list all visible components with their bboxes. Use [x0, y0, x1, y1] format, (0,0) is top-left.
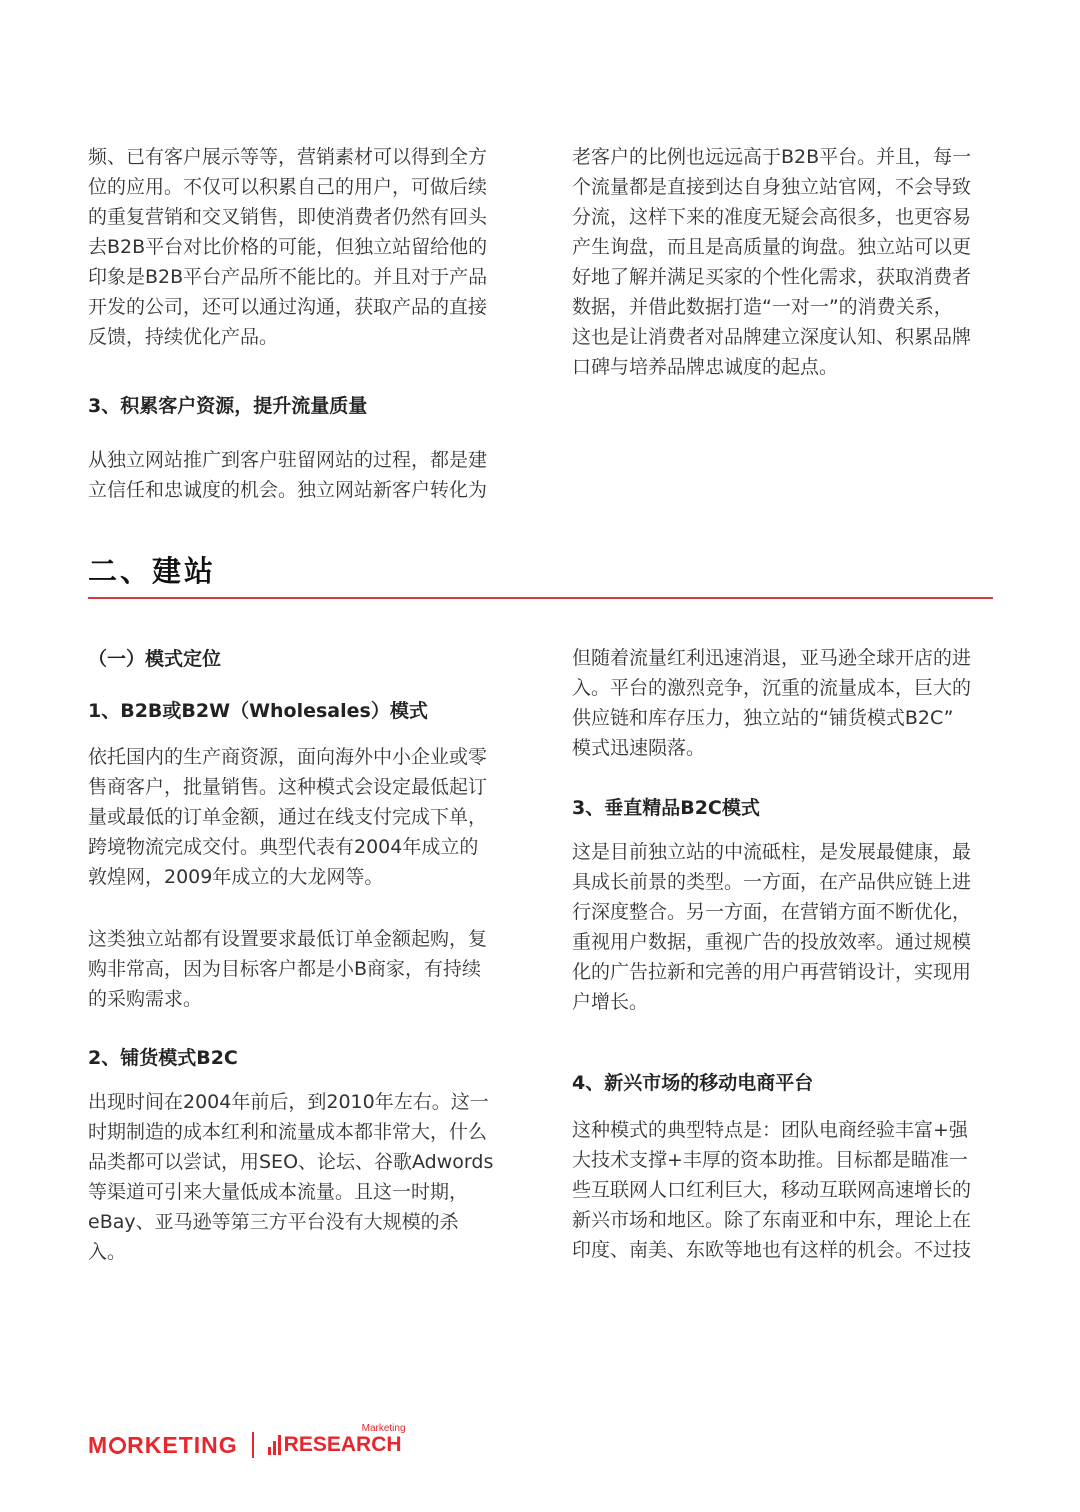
text-line: 位的应用。不仅可以积累自己的用户，可做后续 — [88, 176, 488, 198]
text-line: 数据，并借此数据打造“一对一”的消费关系， — [572, 296, 953, 318]
heading-mobile-platform: 4、新兴市场的移动电商平台 — [572, 1072, 814, 1094]
text-line: 等渠道可引来大量低成本流量。且这一时期， — [88, 1181, 469, 1203]
text-line: 分流，这样下来的准度无疑会高很多，也更容易 — [572, 206, 972, 228]
text-line: 这也是让消费者对品牌建立深度认知、积累品牌 — [572, 326, 972, 348]
text-line: 模式迅速陨落。 — [572, 737, 706, 759]
section-divider — [88, 597, 993, 599]
paragraph-b2b-2 — [88, 924, 487, 1014]
text-line: 印象是B2B平台产品所不能比的。并且对于产品 — [88, 266, 488, 288]
paragraph-mobile-platform — [572, 1115, 971, 1265]
text-line: 从独立网站推广到客户驻留网站的过程，都是建 — [88, 449, 488, 471]
heading-b2c-spread: 2、铺货模式B2C — [88, 1047, 238, 1069]
text-line: 出现时间在2004年前后，到2010年左右。这一 — [88, 1091, 489, 1113]
footer-logos — [88, 1423, 406, 1462]
text-line: 这类独立站都有设置要求最低订单金额起购，复 — [88, 928, 488, 950]
paragraph-vertical-b2c — [572, 837, 971, 1017]
top-right-paragraph — [572, 142, 971, 382]
text-line: 行深度整合。另一方面，在营销方面不断优化， — [572, 901, 972, 923]
text-line: 老客户的比例也远远高于B2B平台。并且，每一 — [572, 146, 972, 168]
text-line: 的重复营销和交叉销售，即使消费者仍然有回头 — [88, 206, 488, 228]
text-line: 供应链和库存压力，独立站的“铺货模式B2C” — [572, 707, 954, 729]
text-line: 这种模式的典型特点是：团队电商经验丰富+强 — [572, 1119, 968, 1141]
research-logo — [268, 1423, 406, 1456]
heading-b2b-model: 1、B2B或B2W（Wholesales）模式 — [88, 700, 428, 722]
top-left-paragraph — [88, 142, 487, 352]
marketing-logo — [88, 1432, 238, 1459]
text-line: 产生询盘，而且是高质量的询盘。独立站可以更 — [572, 236, 972, 258]
text-line: 量或最低的订单金额，通过在线支付完成下单， — [88, 806, 488, 828]
text-line: 好地了解并满足买家的个性化需求，获取消费者 — [572, 266, 972, 288]
text-line: 大技术支撑+丰厚的资本助推。目标都是瞄准一 — [572, 1149, 968, 1171]
research-word: RESEARCH — [283, 1433, 402, 1456]
text-line: 个流量都是直接到达自身独立站官网，不会导致 — [572, 176, 972, 198]
text-line: 些互联网人口红利巨大，移动互联网高速增长的 — [572, 1179, 972, 1201]
section-title: 二、建站 — [88, 554, 217, 588]
logo-rketing: RKETING — [127, 1431, 238, 1458]
heading-vertical-b2c: 3、垂直精品B2C模式 — [572, 797, 760, 819]
text-line: 户增长。 — [572, 991, 649, 1013]
text-line: 这是目前独立站的中流砥柱，是发展最健康，最 — [572, 841, 972, 863]
text-line: 立信任和忠诚度的机会。独立网站新客户转化为 — [88, 479, 488, 501]
text-line: 反馈，持续优化产品。 — [88, 326, 279, 348]
text-line: 化的广告拉新和完善的用户再营销设计，实现用 — [572, 961, 972, 983]
text-line: 去B2B平台对比价格的可能，但独立站留给他的 — [88, 236, 488, 258]
text-line: 跨境物流完成交付。典型代表有2004年成立的 — [88, 836, 479, 858]
logo-o-ring-icon — [109, 1437, 126, 1454]
text-line: 入。平台的激烈竞争，沉重的流量成本，巨大的 — [572, 677, 972, 699]
text-line: 频、已有客户展示等等，营销素材可以得到全方 — [88, 146, 488, 168]
text-line: 入。 — [88, 1241, 127, 1263]
paragraph-b2b — [88, 742, 487, 892]
heading-accumulate-customers: 3、积累客户资源，提升流量质量 — [88, 395, 368, 417]
text-line: 售商客户，批量销售。这种模式会设定最低起订 — [88, 776, 488, 798]
paragraph-b2c-spread — [88, 1087, 493, 1267]
text-line: 时期制造的成本红利和流量成本都非常大，什么 — [88, 1121, 488, 1143]
text-line: 开发的公司，还可以通过沟通，获取产品的直接 — [88, 296, 488, 318]
text-line: eBay、亚马逊等第三方平台没有大规模的杀 — [88, 1211, 459, 1233]
logo-separator — [252, 1432, 254, 1458]
paragraph-b2c-decline — [572, 643, 971, 763]
text-line: 印度、南美、东欧等地也有这样的机会。不过技 — [572, 1239, 972, 1261]
logo-letter-m: M — [88, 1431, 109, 1458]
top-left-paragraph-2 — [88, 445, 487, 505]
text-line: 的采购需求。 — [88, 988, 203, 1010]
text-line: 依托国内的生产商资源，面向海外中小企业或零 — [88, 746, 488, 768]
text-line: 购非常高，因为目标客户都是小B商家，有持续 — [88, 958, 482, 980]
text-line: 新兴市场和地区。除了东南亚和中东，理论上在 — [572, 1209, 972, 1231]
research-superscript: Marketing — [361, 1423, 406, 1434]
text-line: 敦煌网，2009年成立的大龙网等。 — [88, 866, 384, 888]
bar-chart-icon — [268, 1435, 281, 1455]
text-line: 具成长前景的类型。一方面，在产品供应链上进 — [572, 871, 972, 893]
text-line: 重视用户数据，重视广告的投放效率。通过规模 — [572, 931, 972, 953]
text-line: 品类都可以尝试，用SEO、论坛、谷歌Adwords — [88, 1151, 494, 1173]
subsection-title: （一）模式定位 — [88, 648, 222, 670]
text-line: 但随着流量红利迅速消退，亚马逊全球开店的进 — [572, 647, 972, 669]
text-line: 口碑与培养品牌忠诚度的起点。 — [572, 356, 839, 378]
